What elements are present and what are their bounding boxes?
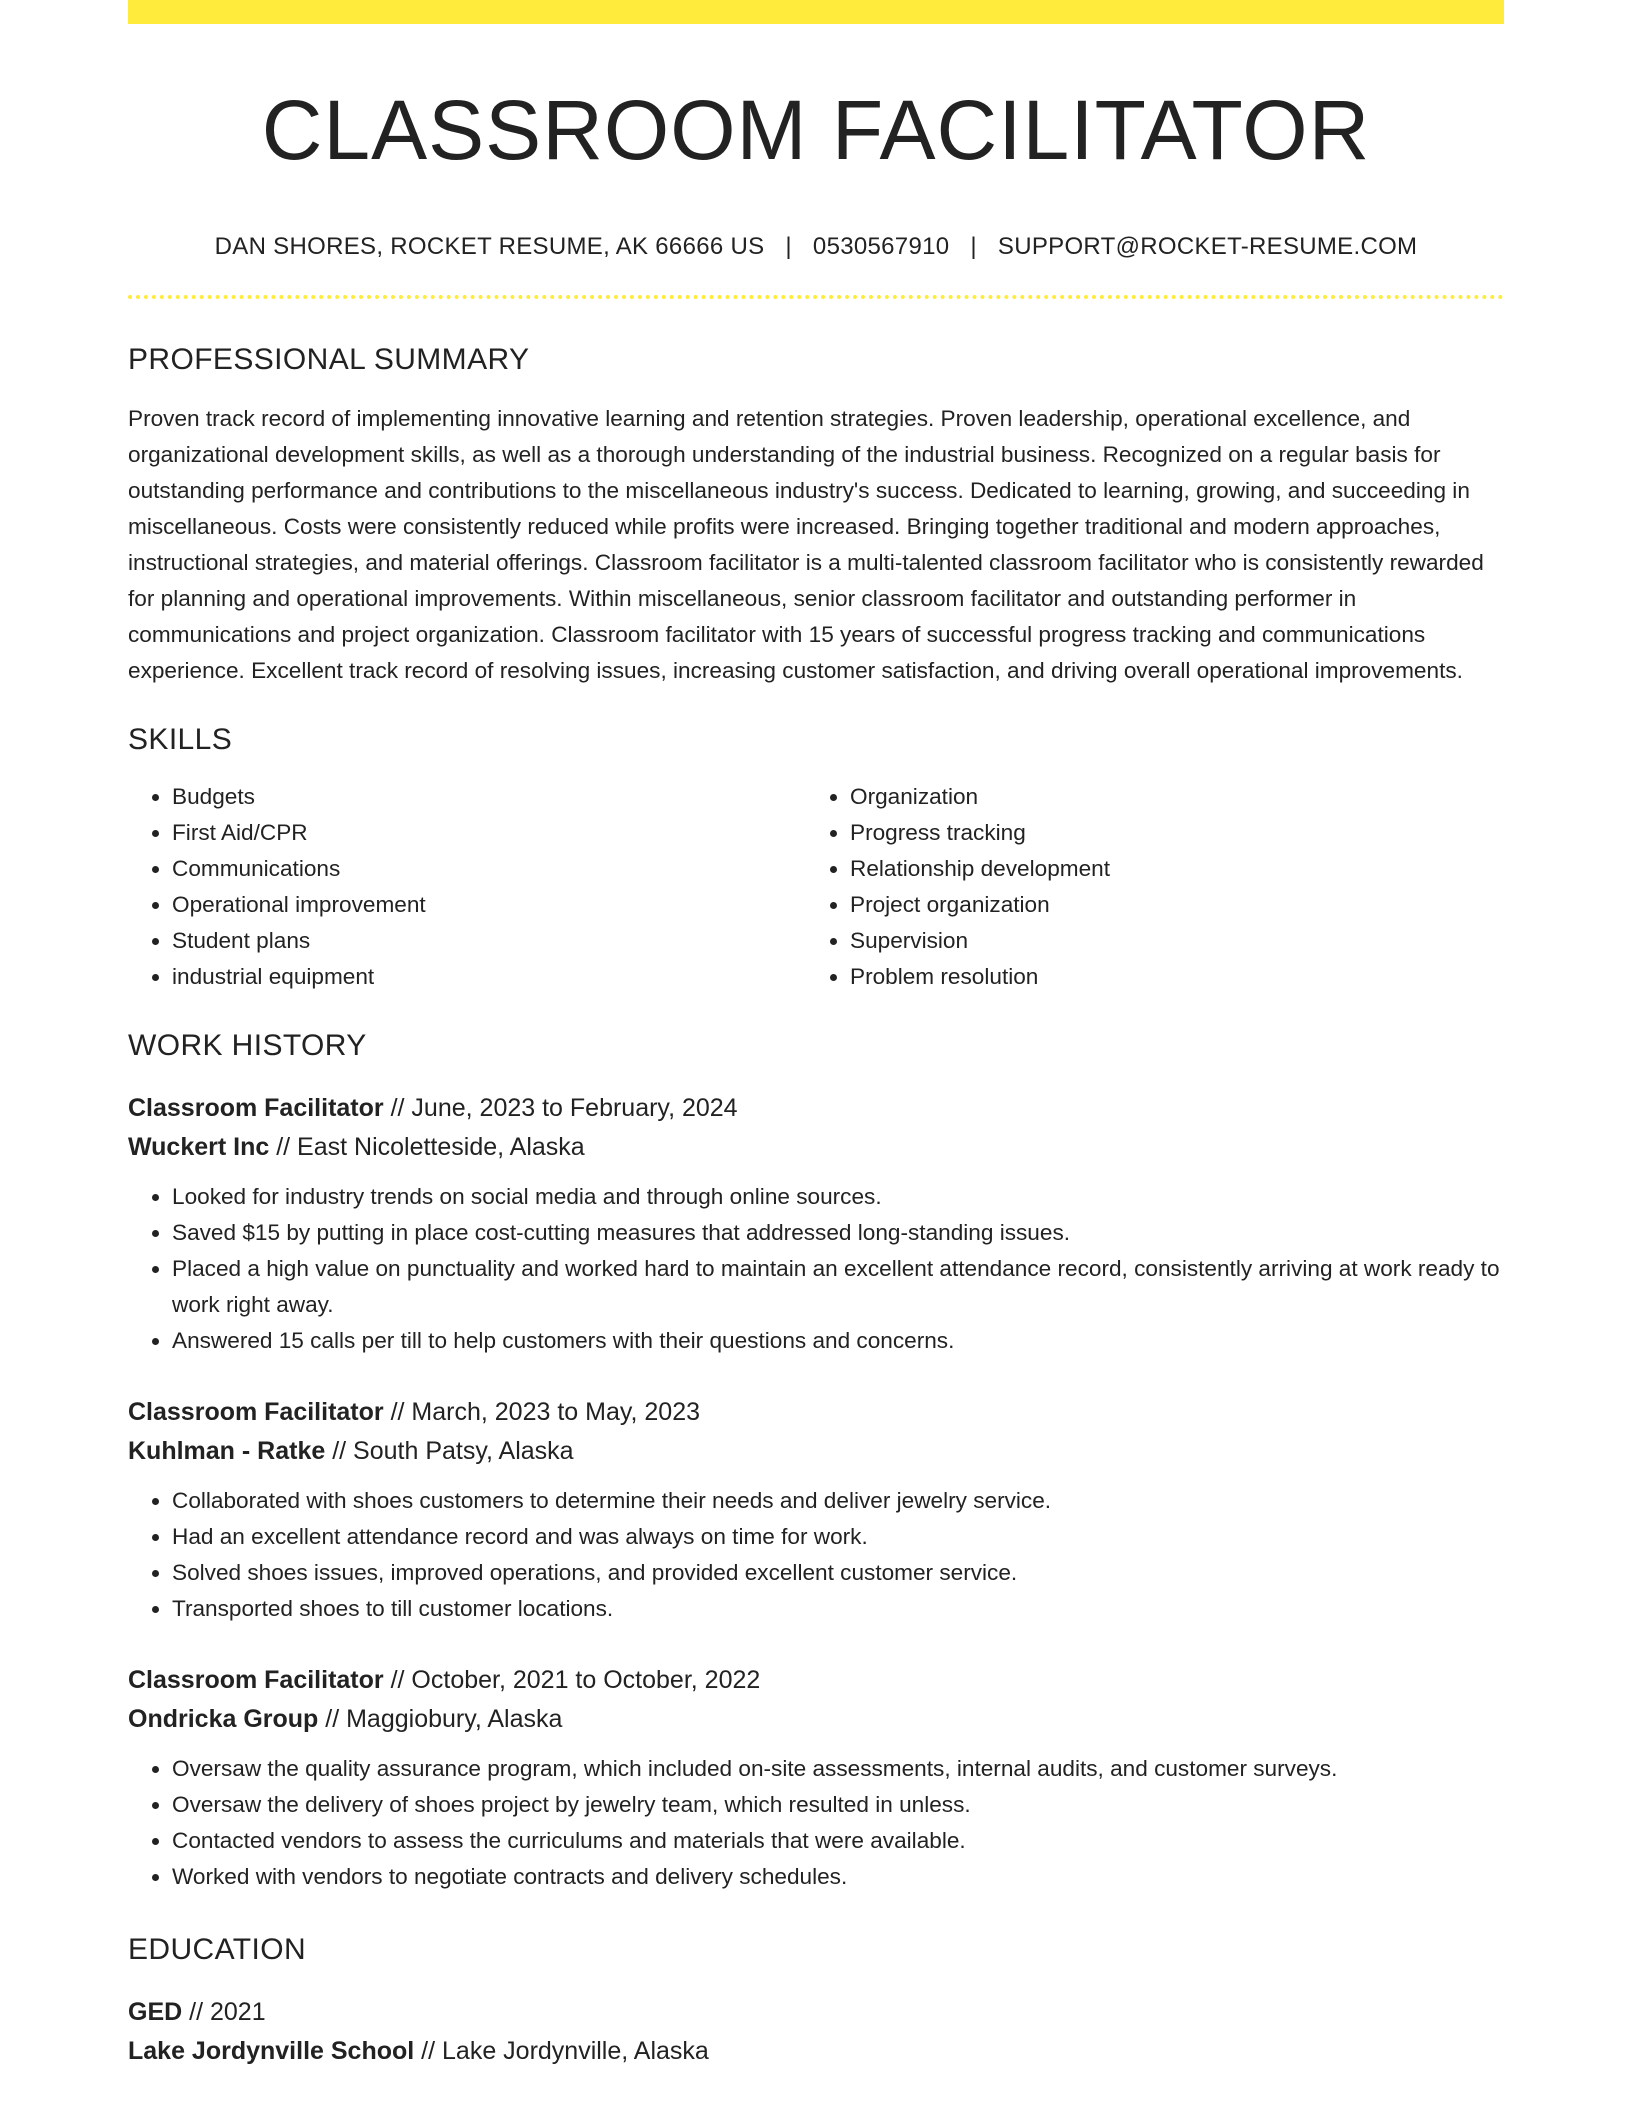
- job-location: // Maggiobury, Alaska: [325, 1704, 563, 1733]
- education-school-line: [128, 2032, 1504, 2071]
- skills-list: [128, 779, 1504, 995]
- contact-line: [128, 233, 1504, 261]
- education-school: Lake Jordynville School: [128, 2036, 415, 2065]
- job-bullet: • Solved shoes issues, improved operations, and provided excellent customer service.: [172, 1555, 1504, 1591]
- job-dates: // June, 2023 to February, 2024: [390, 1093, 738, 1122]
- job-bullet: • Answered 15 calls per till to help customers with their questions and concerns.: [172, 1323, 1504, 1359]
- job-bullet: • Saved $15 by putting in place cost-cutting measures that addressed long-standing issues.: [172, 1215, 1504, 1251]
- job-bullet: • Contacted vendors to assess the curriculums and materials that were available.: [172, 1823, 1504, 1859]
- education-location: // Lake Jordynville, Alaska: [421, 2036, 709, 2065]
- work-history-heading: WORK HISTORY: [128, 1028, 367, 1062]
- education-year: // 2021: [189, 1997, 266, 2026]
- education-degree: GED: [128, 1997, 183, 2026]
- education-entry: [128, 1993, 1504, 2071]
- job-dates: // October, 2021 to October, 2022: [390, 1665, 761, 1694]
- job-company-line: [128, 1700, 1504, 1739]
- skill-item: • Supervision: [850, 923, 1484, 959]
- job-bullets: [128, 1483, 1504, 1627]
- job-bullet: • Collaborated with shoes customers to determine their needs and deliver jewelry service.: [172, 1483, 1504, 1519]
- job-bullet: • Placed a high value on punctuality and worked hard to maintain an excellent attendance record, consistently arriving at work ready to work right away.: [172, 1251, 1504, 1323]
- skill-item: • Student plans: [172, 923, 806, 959]
- job-title-line: [128, 1089, 1504, 1128]
- skill-item: • Project organization: [850, 887, 1484, 923]
- job-dates: // March, 2023 to May, 2023: [390, 1397, 701, 1426]
- dotted-divider: [128, 295, 1504, 299]
- job-company-line: [128, 1432, 1504, 1471]
- job-bullet: • Oversaw the delivery of shoes project by jewelry team, which resulted in unless.: [172, 1787, 1504, 1823]
- job-title-line: [128, 1393, 1504, 1432]
- job-company: Ondricka Group: [128, 1704, 319, 1733]
- job-entry: [128, 1393, 1504, 1627]
- contact-email: SUPPORT@ROCKET-RESUME.COM: [997, 232, 1418, 260]
- summary-text: Proven track record of implementing innovative learning and retention strategies. Proven leadership, operational excellence, and organizational development skills, as well as a thorough understanding of the industrial business. Recognized on a regular basis for outstanding performance and contributions to the miscellaneous industry's success. Dedicated to learning, growing, and succeeding in miscellaneous. Costs were consistently reduced while profits were increased. Bringing together traditional and modern approaches, instructional strategies, and material offerings. Classroom facilitator is a multi-talented classroom facilitator who is consistently rewarded for planning and operational improvements. Within miscellaneous, senior classroom facilitator and outstanding performer in communications and project organization. Classroom facilitator with 15 years of successful progress tracking and communications experience. Excellent track record of resolving issues, increasing customer satisfaction, and driving overall operational improvements.: [128, 405, 1484, 683]
- job-title: Classroom Facilitator: [128, 1665, 384, 1694]
- resume-page: [128, 0, 1504, 2071]
- job-title: Classroom Facilitator: [128, 1093, 384, 1122]
- skill-item: • industrial equipment: [172, 959, 806, 995]
- job-entry: [128, 1089, 1504, 1359]
- skill-item: • Budgets: [172, 779, 806, 815]
- summary-heading: PROFESSIONAL SUMMARY: [128, 342, 530, 376]
- contact-phone: 0530567910: [812, 232, 950, 260]
- education-degree-line: [128, 1993, 1504, 2032]
- skill-item: • Organization: [850, 779, 1484, 815]
- skill-item: • Communications: [172, 851, 806, 887]
- skill-item: • Problem resolution: [850, 959, 1484, 995]
- job-bullets: [128, 1179, 1504, 1359]
- job-bullet: • Worked with vendors to negotiate contracts and delivery schedules.: [172, 1859, 1504, 1895]
- skills-column-left: [128, 779, 806, 995]
- skills-column-right: [806, 779, 1484, 995]
- contact-separator: |: [970, 232, 977, 260]
- job-location: // South Patsy, Alaska: [332, 1436, 574, 1465]
- contact-address: DAN SHORES, ROCKET RESUME, AK 66666 US: [214, 232, 765, 260]
- job-company: Wuckert Inc: [128, 1132, 270, 1161]
- job-bullet: • Had an excellent attendance record and was always on time for work.: [172, 1519, 1504, 1555]
- contact-separator: |: [785, 232, 792, 260]
- job-entry: [128, 1661, 1504, 1895]
- top-accent-bar: [128, 0, 1504, 24]
- job-bullet: • Oversaw the quality assurance program, which included on-site assessments, internal audits, and customer surveys.: [172, 1751, 1504, 1787]
- skill-item: • Operational improvement: [172, 887, 806, 923]
- skill-item: • Progress tracking: [850, 815, 1484, 851]
- education-heading: EDUCATION: [128, 1932, 307, 1966]
- job-bullet: • Transported shoes to till customer locations.: [172, 1591, 1504, 1627]
- skills-heading: SKILLS: [128, 722, 233, 756]
- skill-item: • First Aid/CPR: [172, 815, 806, 851]
- resume-title: CLASSROOM FACILITATOR: [261, 83, 1371, 177]
- job-title: Classroom Facilitator: [128, 1397, 384, 1426]
- job-company-line: [128, 1128, 1504, 1167]
- job-title-line: [128, 1661, 1504, 1700]
- skill-item: • Relationship development: [850, 851, 1484, 887]
- job-location: // East Nicoletteside, Alaska: [276, 1132, 585, 1161]
- job-bullet: • Looked for industry trends on social media and through online sources.: [172, 1179, 1504, 1215]
- job-company: Kuhlman - Ratke: [128, 1436, 326, 1465]
- job-bullets: [128, 1751, 1504, 1895]
